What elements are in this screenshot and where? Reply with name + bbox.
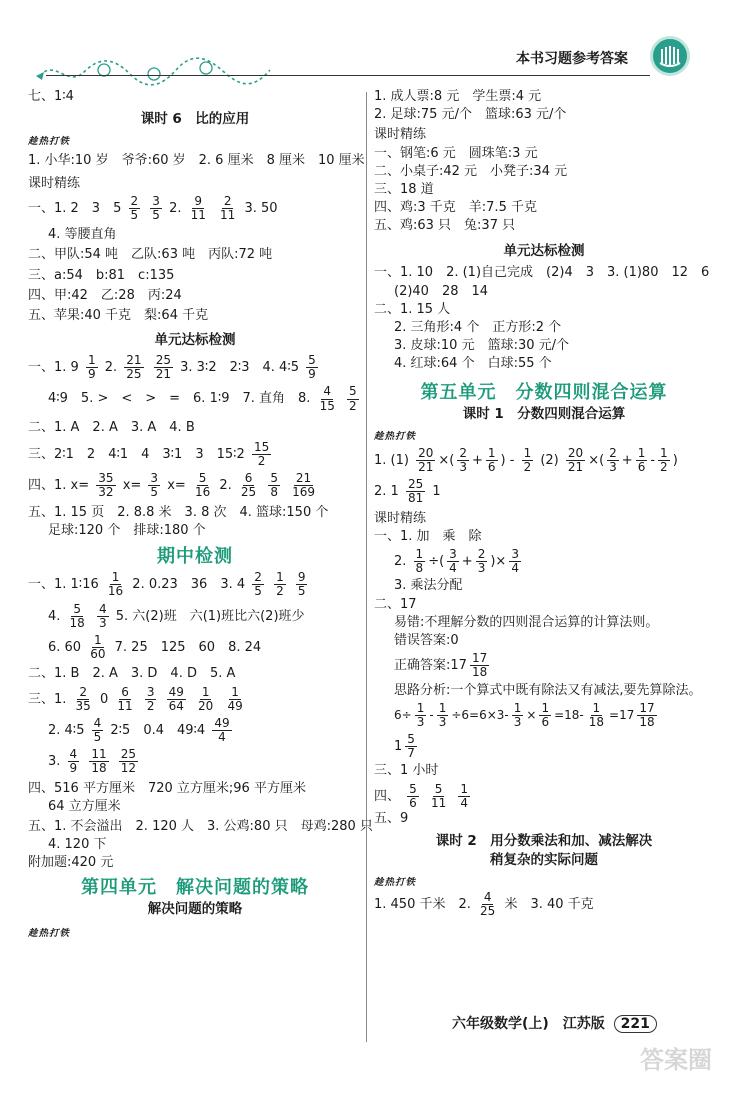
fraction: $\frac{1}{18}$ [588, 700, 605, 729]
fraction: $\frac{1}{3}$ [438, 700, 447, 729]
fraction: $\frac{5}{18}$ [69, 601, 85, 630]
fraction: $\frac{1}{9}$ [87, 352, 96, 382]
answer-text: 6÷ [394, 707, 412, 722]
book-logo-icon [650, 36, 690, 76]
fraction: $\frac{3}{5}$ [150, 471, 159, 500]
answer-text: 2. [169, 200, 182, 216]
answer-text: =18- [554, 707, 584, 722]
answer-line [374, 478, 714, 505]
column-divider [366, 92, 367, 1042]
fraction: $\frac{5}{6}$ [409, 781, 417, 810]
answer-line [28, 354, 362, 381]
answer-line: 五、9 [374, 811, 409, 827]
decorative-vine-icon [34, 48, 354, 88]
fraction: $\frac{49}{64}$ [168, 684, 184, 713]
answer-text: 0 [99, 691, 109, 707]
fraction: $\frac{5}{2}$ [349, 384, 357, 413]
answer-line: 4. 等腰直角 [48, 227, 117, 243]
fraction: $\frac{1}{6}$ [637, 445, 646, 475]
header-title: 本书习题参考答案 [516, 51, 628, 67]
answer-line [374, 652, 714, 679]
answer-line: 二、甲队:54 吨 乙队:63 吨 丙队:72 吨 [28, 247, 273, 263]
fraction: $\frac{5}{16}$ [194, 471, 211, 500]
answer-text: 1. 450 千米 2. [374, 897, 471, 913]
answer-text: 1. (1) [374, 453, 409, 469]
answer-text: 2. 0.23 36 3. 4 [132, 577, 246, 593]
fraction: $\frac{2}{35}$ [75, 684, 91, 713]
answer-text: 2. 4∶5 [48, 723, 85, 739]
answer-line [28, 603, 362, 630]
fraction: $\frac{35}{32}$ [98, 471, 114, 500]
answer-text: 6. 60 [48, 640, 82, 656]
fraction: $\frac{5}{11}$ [430, 781, 447, 810]
answer-text: 4. [48, 608, 61, 624]
answer-text: 三、2∶1 2 4∶1 4 3∶1 3 15∶2 [28, 447, 245, 463]
unit-title: 第四单元 解决问题的策略 [81, 876, 309, 898]
fraction: $\frac{2}{3}$ [609, 445, 617, 475]
answer-line [28, 686, 362, 713]
answer-line: 二、1. A 2. A 3. A 4. B [28, 419, 195, 435]
fraction: $\frac{2}{11}$ [220, 193, 236, 222]
answer-line: 三、1 小时 [374, 763, 439, 779]
practice-tag: 趁热打铁 [374, 876, 417, 888]
fraction: $\frac{6}{25}$ [240, 471, 257, 500]
answer-line: 三、a:54 b:81 c:135 [28, 267, 175, 283]
fraction: $\frac{9}{11}$ [190, 193, 206, 222]
fraction: $\frac{25}{21}$ [155, 352, 171, 382]
fraction: $\frac{4}{9}$ [69, 747, 78, 776]
answer-line: 易错:不理解分数的四则混合运算的计算法则。 [394, 614, 659, 630]
answer-text: 5. 六(2)班 六(1)班比六(2)班少 [115, 608, 305, 624]
answer-line: 足球:120 个 排球:180 个 [48, 522, 206, 538]
fraction: $\frac{17}{18}$ [471, 651, 488, 680]
fraction: $\frac{2}{5}$ [254, 570, 262, 599]
answer-text: 一、1. 2 3 5 [28, 200, 122, 216]
answer-text: 2. 1 [374, 484, 399, 500]
answer-text: 1 [432, 484, 441, 500]
fraction: $\frac{1}{2}$ [523, 445, 532, 475]
answer-line: 一、1. 10 2. (1)自己完成 (2)4 3 3. (1)80 12 6 [374, 265, 710, 281]
fraction: $\frac{11}{18}$ [91, 747, 107, 776]
fraction: $\frac{3}{4}$ [511, 547, 519, 576]
fraction: $\frac{1}{16}$ [107, 570, 124, 599]
answer-line: 2. $\frac{1}{8}$ ÷( $\frac{3}{4}$ + $\frac{2}{3}$ )× $\frac{3}{4}$ [394, 547, 519, 576]
fraction: $\frac{2}{3}$ [477, 547, 486, 576]
fraction: $\frac{5}{7}$ [407, 732, 415, 761]
answer-text: 2. [394, 554, 407, 570]
fraction: $\frac{4}{25}$ [480, 890, 496, 919]
answer-line: 1. (1) $\frac{20}{21}$ ×( $\frac{2}{3}$ + $\frac{1}{6}$ ) - $\frac{1}{2}$ (2) $\frac{20}{21}$ ×( $\frac{2}{3}$ + $\frac{1}{6}$ - $\frac{1}{2}$ ) [374, 445, 678, 475]
answer-text: (2) [540, 453, 559, 469]
answer-text: x= [167, 478, 186, 494]
fraction: $\frac{3}{2}$ [146, 684, 155, 713]
fraction: $\frac{4}{15}$ [319, 384, 335, 413]
answer-line: 二、17 [374, 596, 417, 612]
section-title: 课时 1 分数四则混合运算 [462, 405, 626, 422]
answer-line: 错误答案:0 [394, 632, 459, 648]
answer-line [374, 783, 714, 810]
answer-line: 4. 红球:64 个 白球:55 个 [394, 356, 552, 372]
answer-text: 四、1. x= [28, 478, 90, 494]
answer-text: 4∶9 5. > < > = 6. 1∶9 7. 直角 8. [48, 391, 311, 407]
answer-line: 五、1. 不会溢出 2. 120 人 3. 公鸡:80 只 母鸡:280 只 [28, 819, 373, 835]
answer-line [374, 891, 714, 918]
answer-line: 二、1. B 2. A 3. D 4. D 5. A [28, 666, 236, 682]
answer-line: 二、小桌子:42 元 小凳子:34 元 [374, 163, 568, 179]
answer-text: 3. 50 [244, 200, 278, 216]
fraction: $\frac{20}{21}$ [567, 445, 584, 475]
fraction: $\frac{1}{4}$ [460, 781, 468, 810]
answer-text: 三、1. [28, 691, 67, 707]
answer-line: 2. 三角形:4 个 正方形:2 个 [394, 319, 562, 335]
page-number: 221 [614, 1015, 657, 1033]
answer-line [28, 634, 362, 661]
fraction: $\frac{49}{4}$ [214, 715, 230, 745]
answer-line: 附加题:420 元 [28, 855, 114, 871]
answer-text: 正确答案:17 [394, 658, 467, 674]
fraction: $\frac{1}{60}$ [90, 632, 106, 662]
section-title: 课时 6 比的应用 [140, 111, 250, 128]
fraction: $\frac{1}{8}$ [415, 547, 424, 576]
page-header [0, 0, 750, 92]
answer-text: x= [122, 478, 142, 494]
fraction: $\frac{21}{169}$ [292, 471, 316, 500]
fraction: $\frac{6}{11}$ [117, 684, 133, 713]
answer-line: 2. 足球:75 元/个 篮球:63 元/个 [374, 107, 567, 123]
fraction: $\frac{3}{4}$ [449, 547, 457, 576]
subsection-label: 课时精练 [28, 175, 81, 191]
answer-text: 2. [104, 360, 118, 376]
fraction: $\frac{1}{2}$ [276, 570, 284, 599]
section-title: 解决问题的策略 [147, 900, 243, 917]
subsection-label: 课时精练 [374, 510, 427, 526]
unit-title: 第五单元 分数四则混合运算 [420, 381, 668, 403]
answer-line: 思路分析:一个算式中既有除法又有减法,要先算除法。 [394, 682, 702, 698]
subsection-label: 课时精练 [374, 127, 427, 143]
answer-line: 3. 乘法分配 [394, 578, 463, 594]
header-rule [46, 75, 650, 76]
answer-line [28, 195, 362, 222]
answer-line [374, 733, 714, 760]
fraction: $\frac{20}{21}$ [418, 445, 434, 475]
fraction: $\frac{9}{5}$ [297, 570, 306, 599]
answer-line: 1. 成人票:8 元 学生票:4 元 [374, 89, 542, 104]
answer-line [28, 748, 362, 775]
answer-text: 2. [219, 478, 232, 494]
answer-line: 五、鸡:63 只 兔:37 只 [374, 218, 516, 234]
answer-line: (2)40 28 14 [394, 283, 489, 299]
answer-text: ÷6=6×3- [451, 707, 509, 722]
fraction: $\frac{2}{5}$ [130, 193, 139, 222]
answer-line: 4. 120 下 [48, 837, 107, 853]
practice-tag: 趁热打铁 [374, 430, 417, 442]
answer-line: 五、苹果:40 千克 梨:64 千克 [28, 307, 209, 323]
fraction: $\frac{5}{8}$ [270, 471, 278, 500]
answer-line: 五、1. 15 页 2. 8.8 米 3. 8 次 4. 篮球:150 个 [28, 504, 329, 520]
section-title: 课时 2 用分数乘法和加、减法解决 [435, 833, 653, 850]
answer-line: 四、516 平方厘米 720 立方厘米;96 平方厘米 [28, 780, 306, 796]
answer-line [28, 385, 362, 412]
fraction: $\frac{1}{49}$ [227, 684, 243, 713]
fraction: $\frac{1}{20}$ [198, 684, 214, 713]
answer-line: 二、1. 15 人 [374, 301, 451, 317]
section-title: 稍复杂的实际问题 [490, 852, 598, 869]
answer-text: 1 [394, 739, 403, 755]
answer-text: × [526, 707, 537, 722]
answer-text: 米 3. 40 千克 [504, 897, 594, 913]
section-title: 期中检测 [157, 546, 233, 568]
answer-line: 3. 皮球:10 元 篮球:30 元/个 [394, 338, 570, 354]
left-column [28, 88, 373, 940]
fraction: $\frac{4}{5}$ [93, 715, 102, 745]
answer-text: =17 [609, 707, 635, 722]
answer-line [374, 702, 714, 729]
answer-text: 一、1. 1∶16 [28, 577, 99, 593]
answer-text: 2∶5 0.4 49∶4 [110, 723, 206, 739]
fraction: $\frac{1}{3}$ [416, 700, 425, 729]
page-footer [452, 1013, 657, 1033]
answer-text: 3. 3∶2 2∶3 4. 4∶5 [180, 360, 299, 376]
answer-text: 一、1. 9 [28, 360, 79, 376]
answer-text: 7. 25 125 60 8. 24 [114, 640, 262, 656]
section-title: 单元达标检测 [503, 242, 585, 259]
practice-tag: 趁热打铁 [28, 927, 71, 939]
fraction: $\frac{21}{25}$ [126, 352, 142, 382]
answer-line [28, 441, 362, 468]
answer-line: 四、甲:42 乙:28 丙:24 [28, 287, 182, 303]
right-column [374, 88, 714, 919]
fraction: $\frac{4}{3}$ [98, 601, 107, 630]
fraction: $\frac{1}{6}$ [487, 445, 496, 475]
answer-line: 一、1. 加 乘 除 [374, 528, 482, 544]
watermark: 答案圈 [640, 1046, 712, 1074]
answer-line: 1. 小华:10 岁 爷爷:60 岁 2. 6 厘米 8 厘米 10 厘米 [28, 153, 365, 169]
answer-line: 64 立方厘米 [48, 798, 121, 814]
answer-text: - [429, 707, 434, 722]
fraction: $\frac{2}{3}$ [459, 445, 467, 475]
fraction: $\frac{5}{9}$ [308, 352, 316, 382]
answer-line: 一、钢笔:6 元 圆珠笔:3 元 [374, 145, 538, 161]
fraction: $\frac{1}{3}$ [513, 700, 522, 729]
fraction: $\frac{17}{18}$ [639, 700, 655, 729]
fraction: $\frac{1}{2}$ [660, 445, 668, 475]
fraction: $\frac{25}{12}$ [120, 747, 137, 776]
answer-line [28, 717, 362, 744]
answer-text: 四、 [374, 788, 401, 804]
fraction: $\frac{1}{6}$ [541, 700, 550, 729]
answer-text: 3. [48, 754, 61, 770]
fraction: $\frac{25}{81}$ [407, 477, 424, 506]
answer-line [28, 571, 362, 598]
answer-line: 七、1∶4 [28, 89, 74, 104]
book-title: 六年级数学(上) 江苏版 [452, 1016, 605, 1032]
fraction: $\frac{15}{2}$ [253, 439, 270, 469]
practice-tag: 趁热打铁 [28, 136, 71, 148]
fraction: $\frac{3}{5}$ [152, 193, 160, 222]
answer-line [28, 472, 362, 499]
answer-line: 四、鸡:3 千克 羊:7.5 千克 [374, 200, 537, 216]
answer-line: 三、18 道 [374, 181, 434, 197]
section-title: 单元达标检测 [154, 332, 236, 349]
